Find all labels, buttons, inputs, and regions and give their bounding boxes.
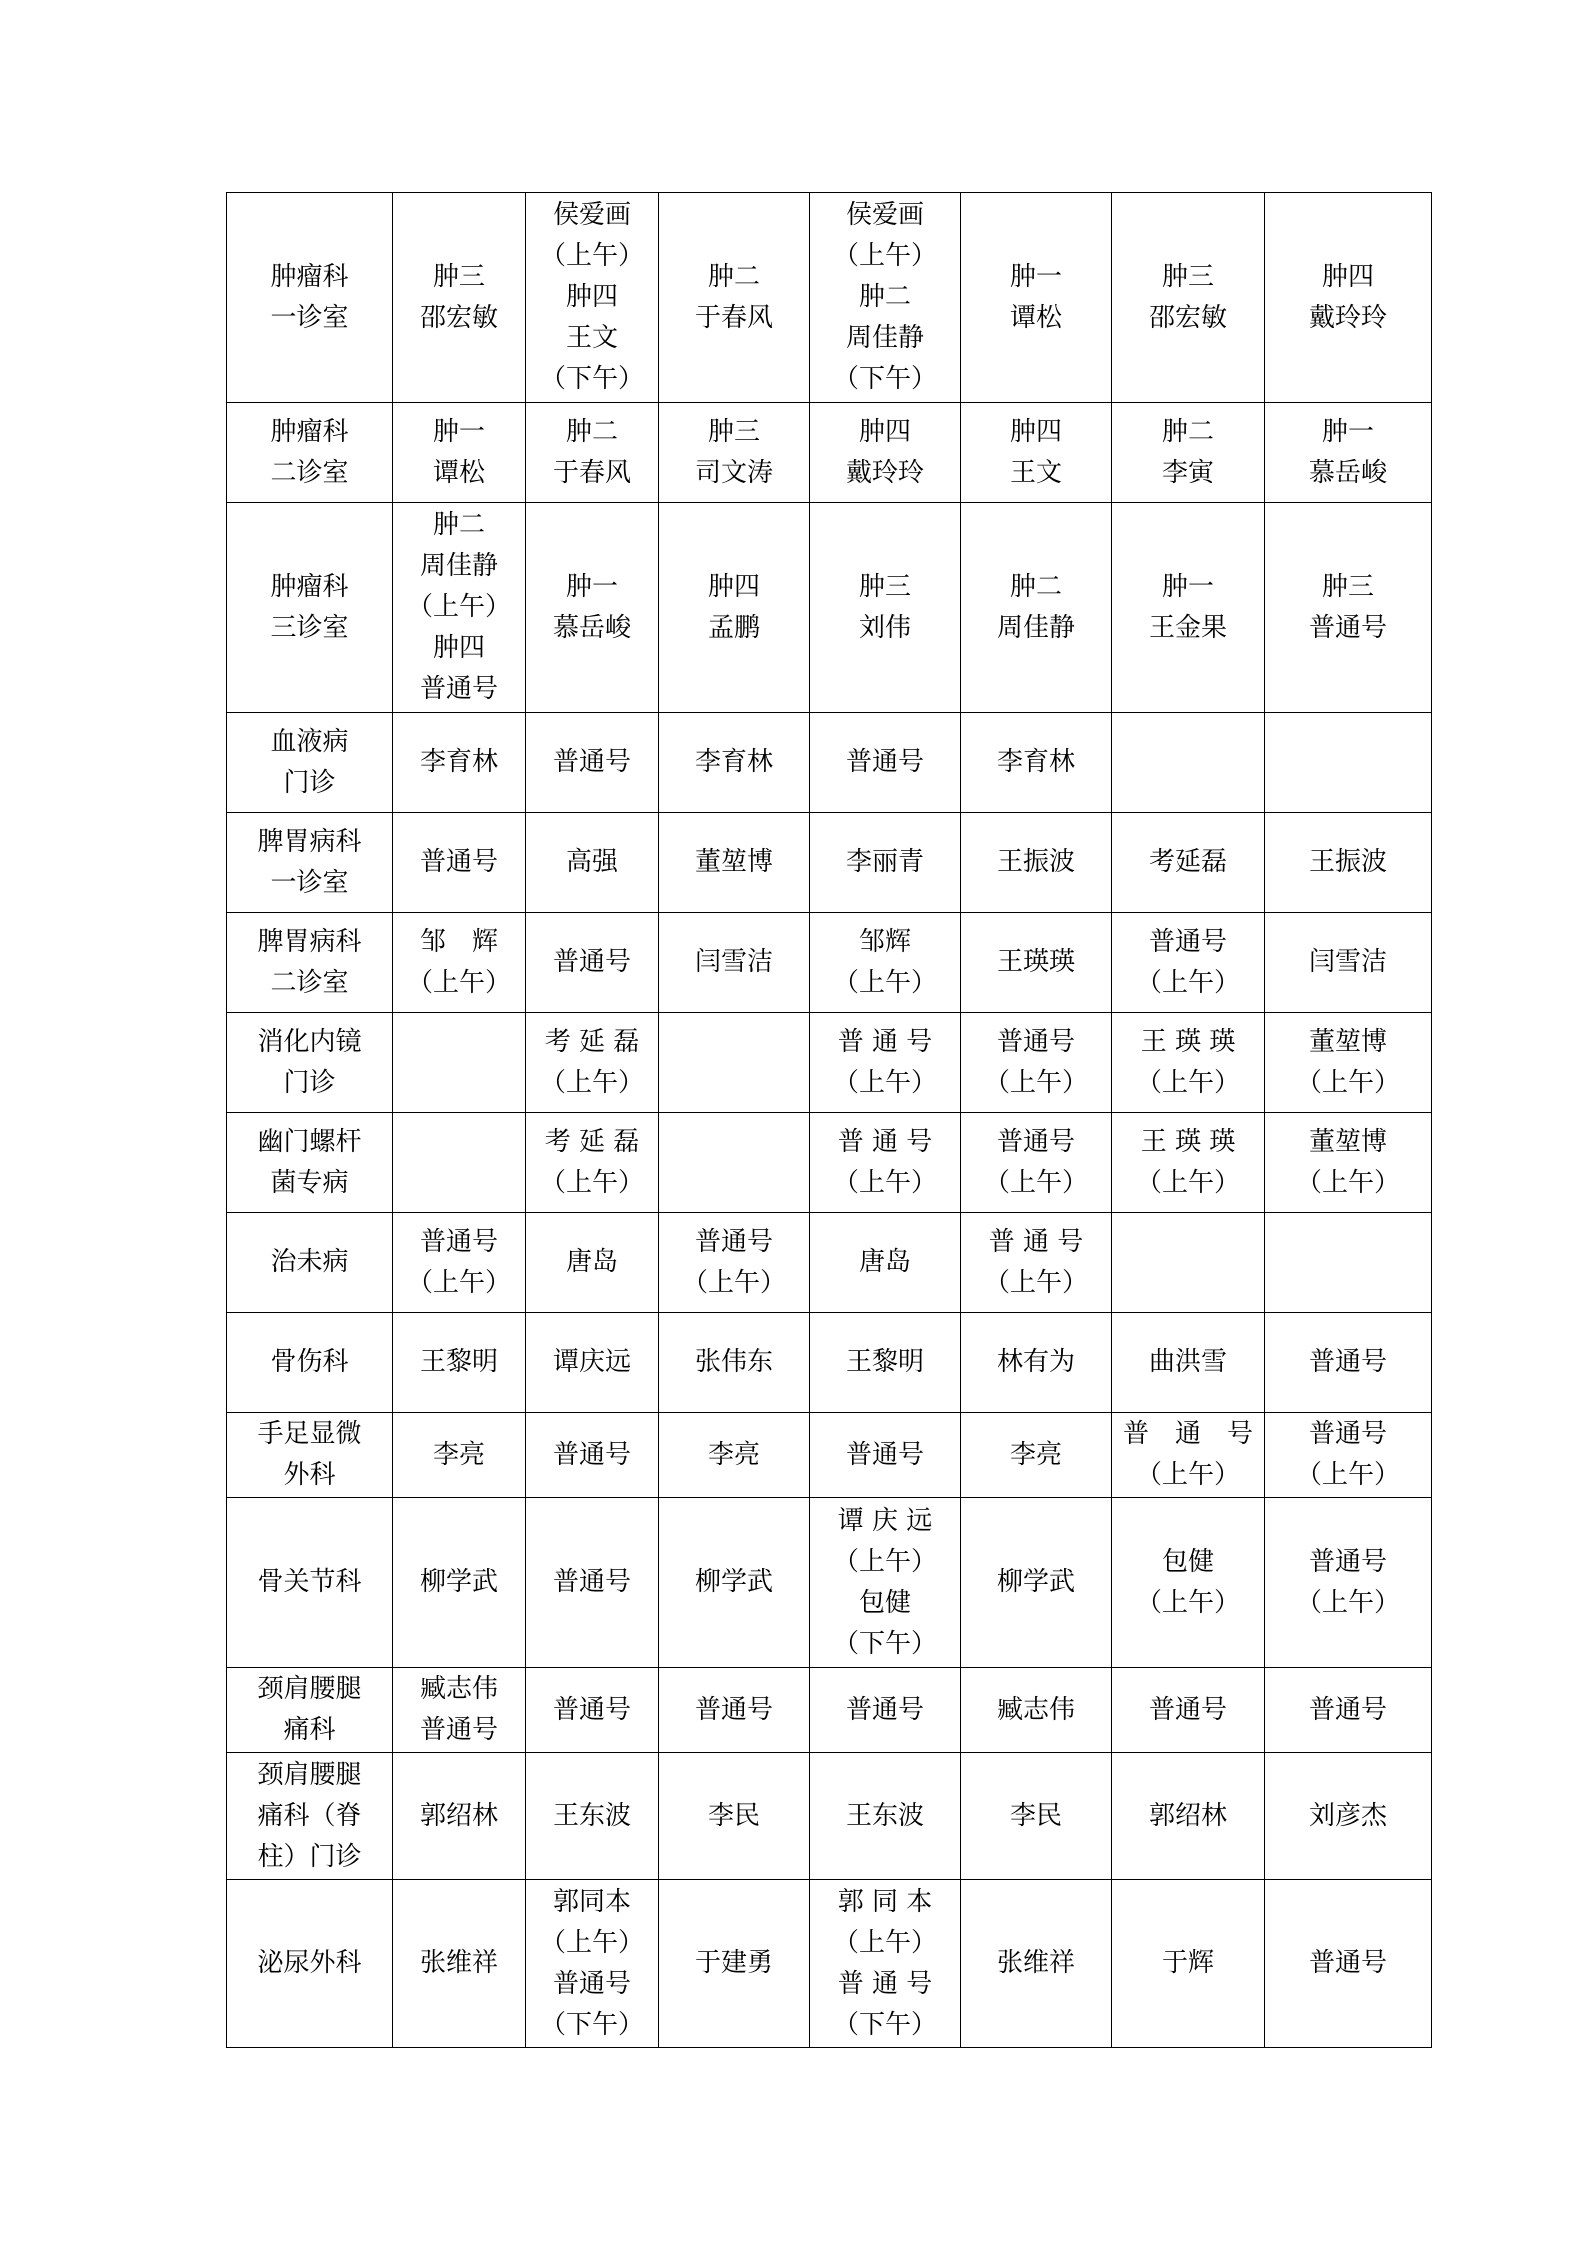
schedule-cell: 肿一 谭松: [393, 403, 526, 503]
schedule-cell: 普 通 号 （上午）: [810, 1013, 961, 1113]
schedule-cell: 闫雪洁: [1265, 913, 1432, 1013]
schedule-row: [227, 1498, 1432, 1668]
schedule-row: [227, 1213, 1432, 1313]
department-cell: 骨关节科: [227, 1498, 393, 1668]
schedule-row: [227, 1880, 1432, 2048]
schedule-cell: 邹辉 （上午）: [810, 913, 961, 1013]
schedule-row: [227, 813, 1432, 913]
schedule-cell: 考 延 磊 （上午）: [526, 1013, 659, 1113]
department-cell: 幽门螺杆 菌专病: [227, 1113, 393, 1213]
schedule-cell: 肿四 戴玲玲: [1265, 193, 1432, 403]
schedule-row: [227, 1668, 1432, 1753]
schedule-row: [227, 1753, 1432, 1880]
schedule-cell: 谭庆远: [526, 1313, 659, 1413]
department-cell: 骨伤科: [227, 1313, 393, 1413]
schedule-cell: [393, 1013, 526, 1113]
schedule-cell: 王振波: [961, 813, 1112, 913]
schedule-cell: 李育林: [659, 713, 810, 813]
schedule-cell: 普通号: [810, 713, 961, 813]
schedule-cell: 普 通 号 （上午）: [1112, 1413, 1265, 1498]
schedule-cell: 普通号: [659, 1668, 810, 1753]
department-cell: 脾胃病科 二诊室: [227, 913, 393, 1013]
schedule-cell: 唐岛: [526, 1213, 659, 1313]
schedule-cell: 柳学武: [659, 1498, 810, 1668]
schedule-cell: 肿二 周佳静: [961, 503, 1112, 713]
schedule-cell: 肿二 李寅: [1112, 403, 1265, 503]
schedule-cell: 肿二 周佳静 （上午） 肿四 普通号: [393, 503, 526, 713]
schedule-row: [227, 503, 1432, 713]
schedule-cell: 肿四 孟鹏: [659, 503, 810, 713]
schedule-cell: 肿三 邵宏敏: [1112, 193, 1265, 403]
department-cell: 肿瘤科 三诊室: [227, 503, 393, 713]
department-cell: 肿瘤科 一诊室: [227, 193, 393, 403]
schedule-cell: 董堃博: [659, 813, 810, 913]
schedule-cell: 李亮: [961, 1413, 1112, 1498]
schedule-row: [227, 913, 1432, 1013]
schedule-cell: 普通号 （上午）: [961, 1113, 1112, 1213]
schedule-cell: 普通号: [1265, 1313, 1432, 1413]
schedule-cell: 普通号 （上午）: [961, 1013, 1112, 1113]
department-cell: 治未病: [227, 1213, 393, 1313]
schedule-cell: 普 通 号 （上午）: [961, 1213, 1112, 1313]
schedule-cell: 肿四 戴玲玲: [810, 403, 961, 503]
schedule-cell: 柳学武: [961, 1498, 1112, 1668]
schedule-cell: 肿三 刘伟: [810, 503, 961, 713]
schedule-cell: 李育林: [393, 713, 526, 813]
schedule-cell: 普通号 （上午）: [1265, 1498, 1432, 1668]
schedule-cell: 王东波: [810, 1753, 961, 1880]
schedule-cell: 李亮: [659, 1413, 810, 1498]
schedule-cell: 普通号: [526, 913, 659, 1013]
schedule-row: [227, 1113, 1432, 1213]
schedule-cell: 郭同本 （上午） 普通号 （下午）: [526, 1880, 659, 2048]
schedule-cell: 臧志伟 普通号: [393, 1668, 526, 1753]
schedule-cell: 闫雪洁: [659, 913, 810, 1013]
schedule-cell: 考 延 磊 （上午）: [526, 1113, 659, 1213]
schedule-cell: 普通号 （上午）: [1112, 913, 1265, 1013]
department-cell: 颈肩腰腿 痛科（脊 柱）门诊: [227, 1753, 393, 1880]
schedule-cell: 肿一 谭松: [961, 193, 1112, 403]
schedule-cell: 于辉: [1112, 1880, 1265, 2048]
schedule-cell: 李民: [659, 1753, 810, 1880]
schedule-cell: 唐岛: [810, 1213, 961, 1313]
schedule-cell: 普通号 （上午）: [393, 1213, 526, 1313]
schedule-cell: 普通号 （上午）: [659, 1213, 810, 1313]
schedule-row: [227, 713, 1432, 813]
schedule-cell: 肿一 慕岳峻: [1265, 403, 1432, 503]
schedule-cell: 肿三 普通号: [1265, 503, 1432, 713]
schedule-cell: 肿一 王金果: [1112, 503, 1265, 713]
schedule-cell: 普通号: [810, 1413, 961, 1498]
schedule-cell: 李民: [961, 1753, 1112, 1880]
department-cell: 肿瘤科 二诊室: [227, 403, 393, 503]
schedule-cell: 普通号: [1265, 1880, 1432, 2048]
schedule-cell: 包健 （上午）: [1112, 1498, 1265, 1668]
schedule-cell: 曲洪雪: [1112, 1313, 1265, 1413]
schedule-cell: 高强: [526, 813, 659, 913]
schedule-cell: 普通号: [1112, 1668, 1265, 1753]
schedule-cell: [1265, 1213, 1432, 1313]
schedule-cell: 邹 辉 （上午）: [393, 913, 526, 1013]
schedule-cell: 臧志伟: [961, 1668, 1112, 1753]
clinic-schedule-table: [226, 192, 1432, 2048]
schedule-row: [227, 1313, 1432, 1413]
schedule-cell: 李亮: [393, 1413, 526, 1498]
schedule-cell: 张维祥: [961, 1880, 1112, 2048]
schedule-cell: [1265, 713, 1432, 813]
schedule-cell: 王东波: [526, 1753, 659, 1880]
schedule-body: [227, 193, 1432, 2048]
schedule-cell: 刘彦杰: [1265, 1753, 1432, 1880]
schedule-cell: 普通号: [526, 713, 659, 813]
schedule-row: [227, 403, 1432, 503]
schedule-row: [227, 1413, 1432, 1498]
department-cell: 脾胃病科 一诊室: [227, 813, 393, 913]
department-cell: 血液病 门诊: [227, 713, 393, 813]
schedule-cell: 王黎明: [810, 1313, 961, 1413]
schedule-cell: 侯爱画 （上午） 肿四 王文 （下午）: [526, 193, 659, 403]
schedule-cell: 普通号: [810, 1668, 961, 1753]
schedule-cell: 普通号: [393, 813, 526, 913]
schedule-cell: 普通号: [526, 1668, 659, 1753]
schedule-cell: 考延磊: [1112, 813, 1265, 913]
schedule-cell: 肿三 邵宏敏: [393, 193, 526, 403]
schedule-cell: [659, 1113, 810, 1213]
schedule-cell: 林有为: [961, 1313, 1112, 1413]
schedule-cell: 谭 庆 远 （上午） 包健 （下午）: [810, 1498, 961, 1668]
schedule-cell: 普通号: [1265, 1668, 1432, 1753]
department-cell: 泌尿外科: [227, 1880, 393, 2048]
schedule-cell: 普通号 （上午）: [1265, 1413, 1432, 1498]
schedule-row: [227, 193, 1432, 403]
schedule-cell: 王黎明: [393, 1313, 526, 1413]
schedule-cell: 郭绍林: [1112, 1753, 1265, 1880]
schedule-cell: 郭绍林: [393, 1753, 526, 1880]
schedule-cell: 董堃博 （上午）: [1265, 1113, 1432, 1213]
schedule-cell: 王 瑛 瑛 （上午）: [1112, 1013, 1265, 1113]
schedule-cell: 王振波: [1265, 813, 1432, 913]
schedule-cell: 肿一 慕岳峻: [526, 503, 659, 713]
schedule-cell: 于建勇: [659, 1880, 810, 2048]
schedule-cell: 普通号: [526, 1413, 659, 1498]
schedule-row: [227, 1013, 1432, 1113]
schedule-cell: 王瑛瑛: [961, 913, 1112, 1013]
schedule-cell: 侯爱画 （上午） 肿二 周佳静 （下午）: [810, 193, 961, 403]
schedule-cell: [1112, 1213, 1265, 1313]
department-cell: 消化内镜 门诊: [227, 1013, 393, 1113]
schedule-cell: 肿二 于春风: [526, 403, 659, 503]
schedule-cell: 肿三 司文涛: [659, 403, 810, 503]
schedule-cell: 郭 同 本 （上午） 普 通 号 （下午）: [810, 1880, 961, 2048]
schedule-cell: 张伟东: [659, 1313, 810, 1413]
schedule-cell: 董堃博 （上午）: [1265, 1013, 1432, 1113]
schedule-cell: 张维祥: [393, 1880, 526, 2048]
schedule-cell: [393, 1113, 526, 1213]
schedule-cell: 普通号: [526, 1498, 659, 1668]
schedule-cell: 柳学武: [393, 1498, 526, 1668]
schedule-cell: 李丽青: [810, 813, 961, 913]
department-cell: 手足显微 外科: [227, 1413, 393, 1498]
department-cell: 颈肩腰腿 痛科: [227, 1668, 393, 1753]
schedule-cell: 普 通 号 （上午）: [810, 1113, 961, 1213]
schedule-cell: 李育林: [961, 713, 1112, 813]
schedule-cell: 肿四 王文: [961, 403, 1112, 503]
schedule-cell: 王 瑛 瑛 （上午）: [1112, 1113, 1265, 1213]
schedule-cell: [659, 1013, 810, 1113]
schedule-cell: 肿二 于春风: [659, 193, 810, 403]
schedule-cell: [1112, 713, 1265, 813]
